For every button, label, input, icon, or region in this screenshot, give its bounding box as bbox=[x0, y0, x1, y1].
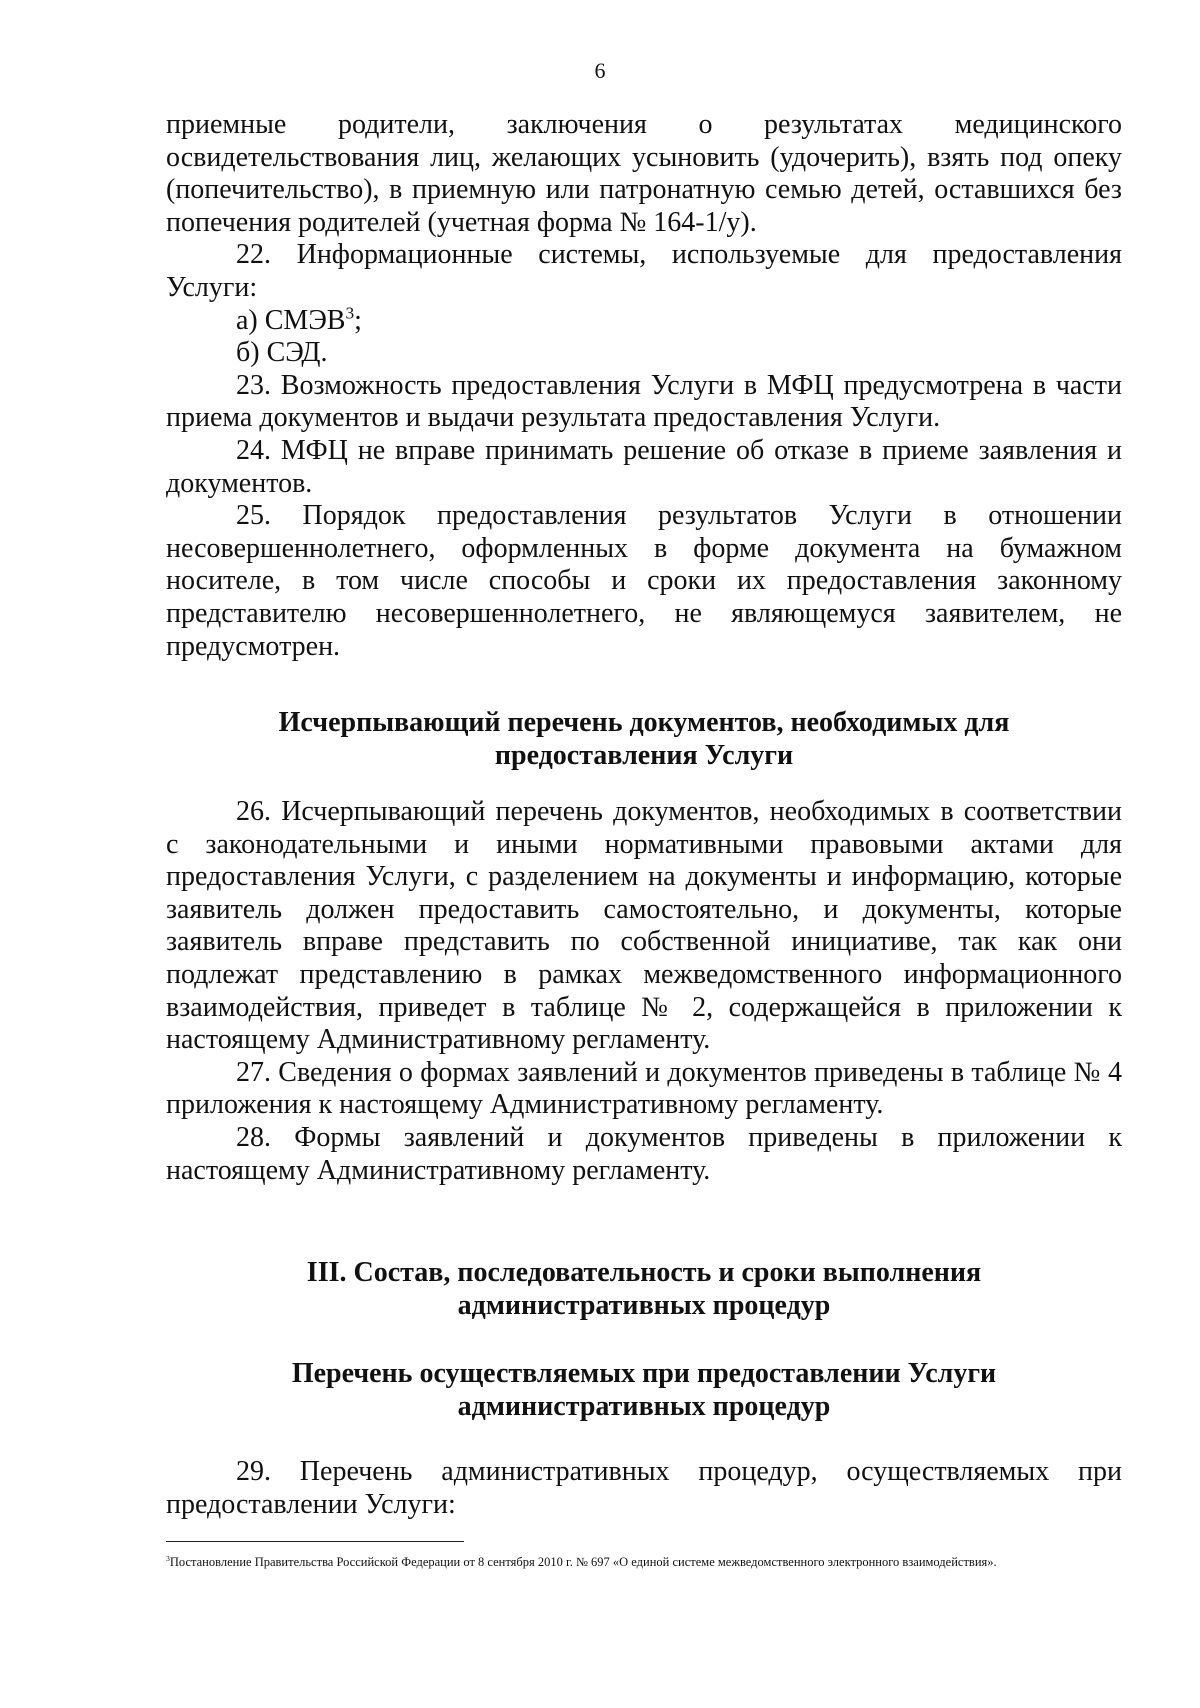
section-heading-composition bbox=[166, 1256, 1122, 1322]
footnote-text: Постановление Правительства Российской Федерации от 8 сентября 2010 г. № 697 «О единой системе межведомственного электронного взаимодействия». bbox=[169, 1555, 997, 1569]
paragraphs-block-3 bbox=[166, 1456, 1122, 1521]
paragraph-text: 25. Порядок предоставления результатов Услуги в отношении несовершеннолетнего, оформленных в форме документа на бумажном носителе, в том числе способы и сроки их предоставления законному представителю несовершеннолетнего, не являющемуся заявителем, не предусмотрен. bbox=[166, 500, 1122, 662]
paragraph-text: 22. Информационные системы, используемые для предоставления Услуги: bbox=[166, 239, 1122, 303]
heading-composition: III. Состав, последовательность и сроки выполнения административных процедур bbox=[306, 1257, 982, 1321]
paragraph-text: б) СЭД. bbox=[236, 337, 328, 369]
paragraph bbox=[166, 370, 1122, 435]
paragraph bbox=[166, 500, 1122, 663]
footnote-separator bbox=[166, 1541, 464, 1542]
paragraph bbox=[166, 305, 1122, 338]
paragraphs-block-1 bbox=[166, 109, 1122, 663]
paragraph-text: 28. Формы заявлений и документов приведены в приложении к настоящему Административному регламенту. bbox=[166, 1121, 1122, 1186]
paragraph-text: 23. Возможность предоставления Услуги в МФЦ предусмотрена в части приема документов и выдачи результата предоставления Услуги. bbox=[166, 369, 1122, 434]
section-heading-documents bbox=[166, 706, 1122, 772]
footnote-mark: 3 bbox=[166, 1553, 170, 1563]
paragraph-text: 24. МФЦ не вправе принимать решение об отказе в приеме заявления и документов. bbox=[166, 434, 1122, 499]
paragraph bbox=[166, 337, 1122, 370]
paragraph bbox=[166, 109, 1122, 239]
paragraph bbox=[166, 435, 1122, 500]
paragraph bbox=[166, 1456, 1122, 1521]
heading-procedures: Перечень осуществляемых при предоставлении Услуги административных процедур bbox=[291, 1358, 997, 1422]
heading-documents: Исчерпывающий перечень документов, необходимых для предоставления Услуги bbox=[278, 707, 1010, 771]
paragraph-text: 26. Исчерпывающий перечень документов, необходимых в соответствии с законодательными и иными нормативными правовыми актами для предоставления Услуги, с разделением на документы и информацию, которые заявитель должен предоставить самостоятельно, и документы, которые заявитель вправе представить по собственной инициативе, так как они подлежат представлению в рамках межведомственного информационного взаимодействия, приведет в таблице № 2, содержащейся в приложении к настоящему Административному регламенту. bbox=[166, 796, 1122, 1056]
paragraph-text: 29. Перечень административных процедур, осуществляемых при предоставлении Услуги: bbox=[166, 1456, 1122, 1520]
page-number: 6 bbox=[594, 58, 606, 83]
section-heading-procedures bbox=[166, 1357, 1122, 1423]
footnote bbox=[166, 1552, 1122, 1573]
paragraph-suffix: ; bbox=[354, 304, 362, 336]
paragraph-text: 27. Сведения о формах заявлений и документов приведены в таблице № 4 приложения к настоящему Административному регламенту. bbox=[166, 1056, 1122, 1121]
paragraph bbox=[166, 1057, 1122, 1122]
paragraphs-block-2 bbox=[166, 796, 1122, 1187]
paragraph bbox=[166, 1122, 1122, 1187]
paragraph-text: а) СМЭВ bbox=[236, 304, 346, 336]
paragraph bbox=[166, 239, 1122, 304]
paragraph bbox=[166, 796, 1122, 1057]
footnote-reference: 3 bbox=[345, 303, 355, 323]
paragraph-text: приемные родители, заключения о результатах медицинского освидетельствования лиц, желающих усыновить (удочерить), взять под опеку (попечительство), в приемную или патронатную семью детей, оставшихся без попечения родителей (учетная форма № 164-1/у). bbox=[166, 109, 1122, 238]
